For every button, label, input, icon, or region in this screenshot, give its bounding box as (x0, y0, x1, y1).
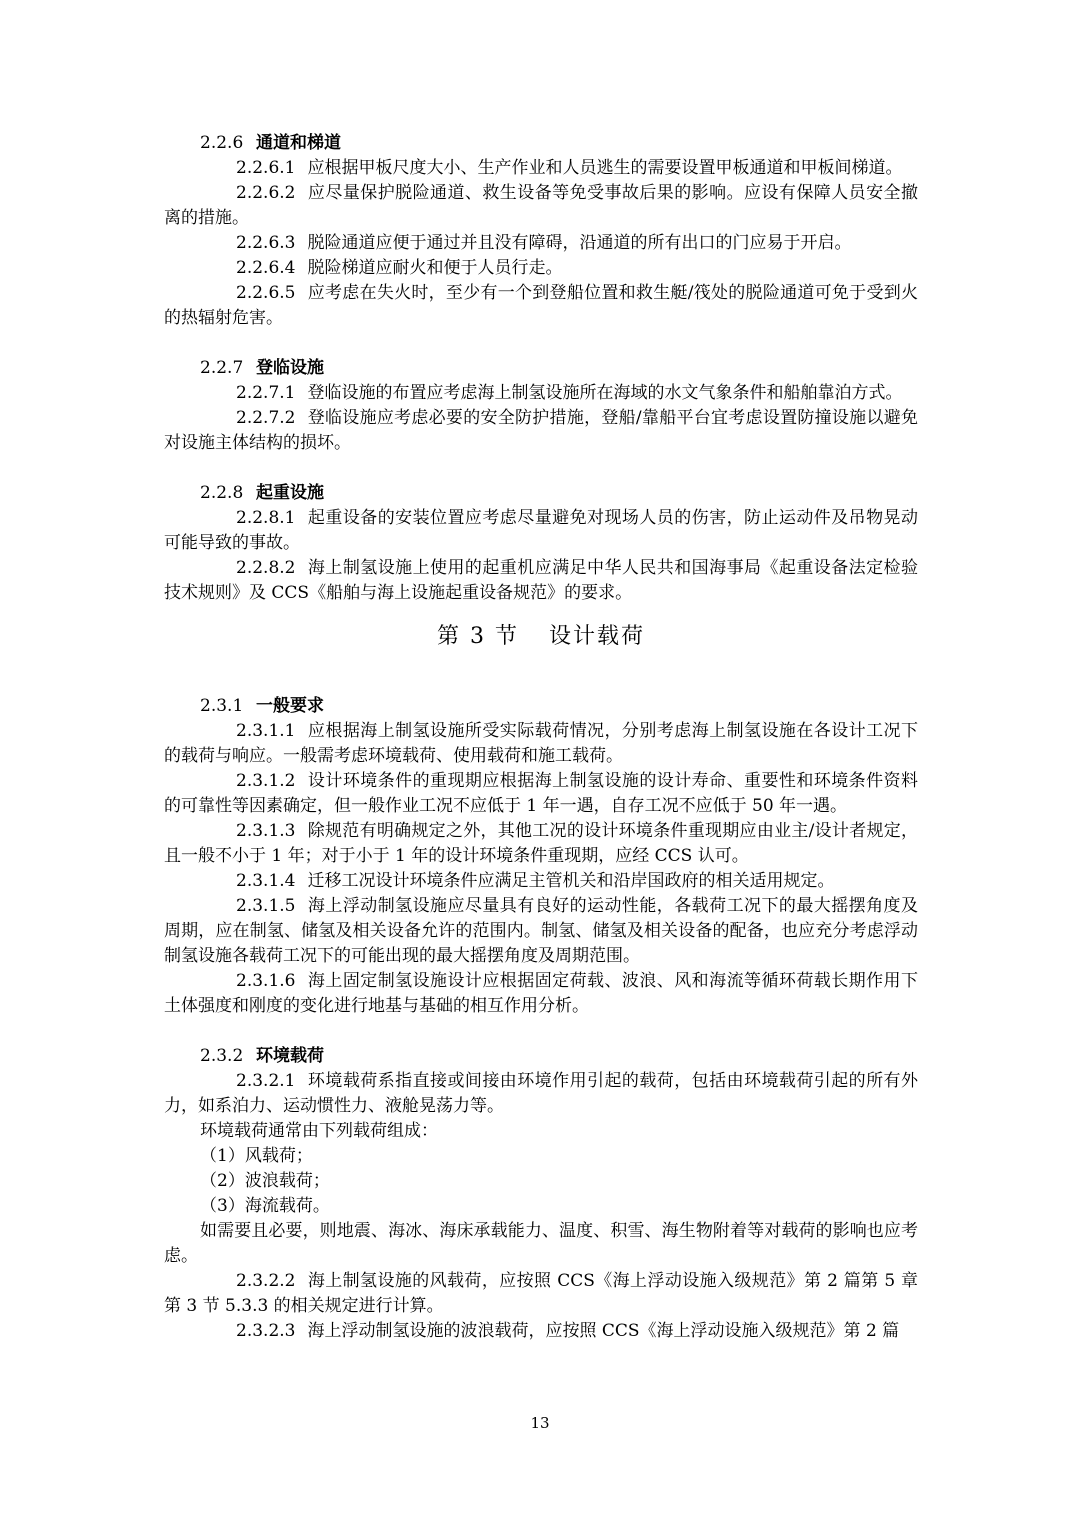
heading-2-2-7 (164, 356, 918, 381)
clause-number: 2.2.8.2 (236, 558, 296, 578)
heading-number: 2.2.6 (200, 133, 244, 153)
clause-2-3-1-4 (164, 869, 918, 894)
heading-title: 通道和梯道 (256, 133, 341, 153)
spacer (164, 456, 918, 481)
clause-2-3-1-6 (164, 969, 918, 1019)
clause-number: 2.2.6.5 (236, 283, 296, 303)
section-title (164, 620, 918, 654)
clause-2-2-6-1 (164, 156, 918, 181)
heading-number: 2.2.8 (200, 483, 244, 503)
heading-2-2-6 (164, 131, 918, 156)
clause-number: 2.2.7.2 (236, 408, 296, 428)
clause-2-3-1-3 (164, 819, 918, 869)
list-intro: 环境载荷通常由下列载荷组成： (200, 1121, 438, 1141)
clause-text: 海上浮动制氢设施应尽量具有良好的运动性能，各载荷工况下的最大摇摆角度及周期，应在制氢、储氢及相关设备允许的范围内。制氢、储氢及相关设备的配备，也应充分考虑浮动制氢设施各载荷工况下的可能出现的最大摇摆角度及周期范围。 (164, 896, 918, 966)
clause-text: 海上固定制氢设施设计应根据固定荷载、波浪、风和海流等循环荷载长期作用下土体强度和刚度的变化进行地基与基础的相互作用分析。 (164, 971, 918, 1016)
heading-2-3-1 (164, 694, 918, 719)
clause-text: 海上浮动制氢设施的波浪载荷，应按照 CCS《海上浮动设施入级规范》第 2 篇 (307, 1321, 900, 1341)
clause-2-3-1-1 (164, 719, 918, 769)
clause-text: 应尽量保护脱险通道、救生设备等免受事故后果的影响。应设有保障人员安全撤离的措施。 (164, 183, 918, 228)
heading-title: 起重设施 (256, 483, 324, 503)
spacer (164, 1019, 918, 1044)
clause-text: 应根据甲板尺度大小、生产作业和人员逃生的需要设置甲板通道和甲板间梯道。 (307, 158, 903, 178)
clause-number: 2.3.1.5 (236, 896, 296, 916)
clause-2-3-1-5 (164, 894, 918, 969)
clause-number: 2.2.6.2 (236, 183, 296, 203)
list-item: （2）波浪载荷； (200, 1171, 330, 1191)
clause-number: 2.2.6.1 (236, 158, 296, 178)
clause-2-3-2-2 (164, 1269, 918, 1319)
heading-number: 2.3.2 (200, 1046, 244, 1066)
list-item: （1）风载荷； (200, 1146, 313, 1166)
clause-text: 设计环境条件的重现期应根据海上制氢设施的设计寿命、重要性和环境条件资料的可靠性等因素确定，但一般作业工况不应低于 1 年一遇，自存工况不应低于 50 年一遇。 (164, 771, 918, 816)
clause-number: 2.2.7.1 (236, 383, 296, 403)
clause-2-2-6-2 (164, 181, 918, 231)
clause-2-2-7-2 (164, 406, 918, 456)
heading-title: 环境载荷 (256, 1046, 324, 1066)
spacer (164, 331, 918, 356)
clause-text: 脱险通道应便于通过并且没有障碍，沿通道的所有出口的门应易于开启。 (307, 233, 852, 253)
clause-2-3-1-2 (164, 769, 918, 819)
clause-number: 2.3.1.6 (236, 971, 296, 991)
clause-number: 2.2.6.3 (236, 233, 296, 253)
clause-number: 2.3.1.3 (236, 821, 296, 841)
clause-text: 应根据海上制氢设施所受实际载荷情况，分别考虑海上制氢设施在各设计工况下的载荷与响应。一般需考虑环境载荷、使用载荷和施工载荷。 (164, 721, 918, 766)
heading-2-3-2 (164, 1044, 918, 1069)
clause-text: 迁移工况设计环境条件应满足主管机关和沿岸国政府的相关适用规定。 (307, 871, 835, 891)
clause-number: 2.2.6.4 (236, 258, 296, 278)
heading-number: 2.2.7 (200, 358, 244, 378)
note-paragraph: 如需要且必要，则地震、海冰、海床承载能力、温度、积雪、海生物附着等对载荷的影响也应考虑。 (164, 1221, 918, 1266)
heading-title: 一般要求 (256, 696, 324, 716)
clause-number: 2.2.8.1 (236, 508, 296, 528)
list-item: （3）海流载荷。 (200, 1196, 330, 1216)
page-number: 13 (530, 1414, 550, 1432)
clause-text: 环境载荷系指直接或间接由环境作用引起的载荷，包括由环境载荷引起的所有外力，如系泊力、运动惯性力、液舱晃荡力等。 (164, 1071, 918, 1116)
clause-text: 登临设施的布置应考虑海上制氢设施所在海域的水文气象条件和船舶靠泊方式。 (307, 383, 903, 403)
clause-2-3-2-3 (164, 1319, 918, 1344)
clause-number: 2.3.2.2 (236, 1271, 296, 1291)
clause-number: 2.3.1.2 (236, 771, 296, 791)
clause-text: 海上制氢设施上使用的起重机应满足中华人民共和国海事局《起重设备法定检验技术规则》及 CCS《船舶与海上设施起重设备规范》的要求。 (164, 558, 918, 603)
clause-2-2-8-1 (164, 506, 918, 556)
clause-2-2-6-5 (164, 281, 918, 331)
clause-number: 2.3.2.1 (236, 1071, 296, 1091)
heading-title: 登临设施 (256, 358, 324, 378)
clause-number: 2.3.1.4 (236, 871, 296, 891)
heading-number: 2.3.1 (200, 696, 244, 716)
section-name: 设计载荷 (548, 624, 645, 649)
section-label: 第 3 节 (437, 624, 519, 649)
clause-text: 脱险梯道应耐火和便于人员行走。 (307, 258, 563, 278)
clause-text: 起重设备的安装位置应考虑尽量避免对现场人员的伤害，防止运动件及吊物晃动可能导致的事故。 (164, 508, 918, 553)
clause-2-2-8-2 (164, 556, 918, 606)
clause-text: 除规范有明确规定之外，其他工况的设计环境条件重现期应由业主/设计者规定，且一般不小于 1 年；对于小于 1 年的设计环境条件重现期，应经 CCS 认可。 (164, 821, 918, 866)
clause-2-2-7-1 (164, 381, 918, 406)
clause-text: 应考虑在失火时，至少有一个到登船位置和救生艇/筏处的脱险通道可免于受到火的热辐射危害。 (164, 283, 918, 328)
heading-2-2-8 (164, 481, 918, 506)
clause-number: 2.3.2.3 (236, 1321, 296, 1341)
page-content (164, 131, 918, 1344)
clause-2-3-2-1 (164, 1069, 918, 1119)
clause-text: 海上制氢设施的风载荷，应按照 CCS《海上浮动设施入级规范》第 2 篇第 5 章第 3 节 5.3.3 的相关规定进行计算。 (164, 1271, 918, 1316)
clause-2-2-6-3 (164, 231, 918, 256)
clause-text: 登临设施应考虑必要的安全防护措施，登船/靠船平台宜考虑设置防撞设施以避免对设施主体结构的损坏。 (164, 408, 918, 453)
clause-2-2-6-4 (164, 256, 918, 281)
clause-number: 2.3.1.1 (236, 721, 296, 741)
